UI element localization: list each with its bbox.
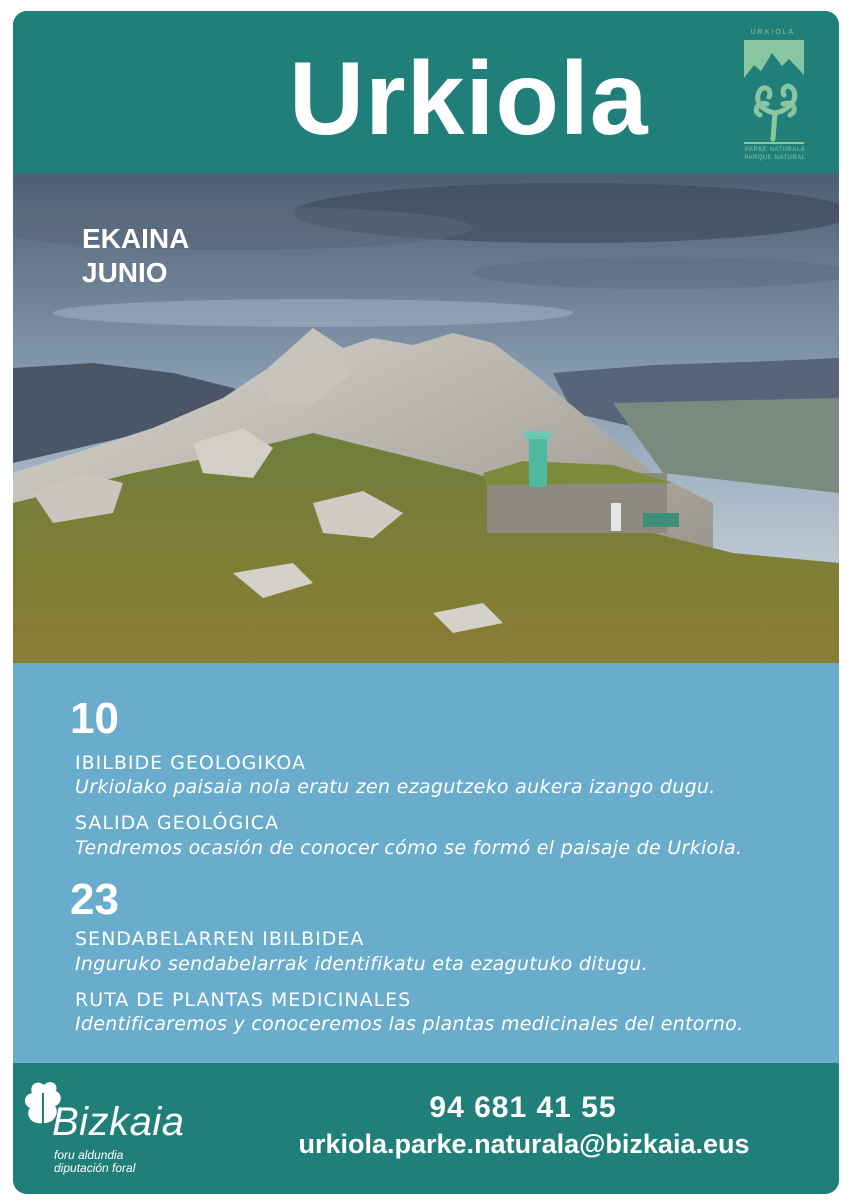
poster (13, 11, 839, 1194)
month-spanish: JUNIO (82, 257, 168, 288)
park-logo-top-text: URKIOLA (750, 29, 796, 36)
event-description-basque: Inguruko sendabelarrak identifikatu eta ezagutuko ditugu. (75, 953, 648, 975)
events-panel (13, 663, 839, 1063)
park-logo (742, 29, 812, 165)
park-logo-line2: PARQUE NATURAL (744, 155, 806, 161)
phone-number[interactable]: 94 681 41 55 (429, 1091, 617, 1124)
event-title-spanish: RUTA DE PLANTAS MEDICINALES (75, 989, 412, 1011)
month-basque: EKAINA (82, 223, 190, 254)
event-description-basque: Urkiolako paisaia nola eratu zen ezagutzeko aukera izango dugu. (75, 776, 716, 798)
park-logo-line1: PARKE NATURALA (744, 147, 806, 153)
bizkaia-sub-basque: foru aldundia (54, 1148, 124, 1162)
tree-icon (742, 29, 812, 165)
event-description-spanish: Tendremos ocasión de conocer cómo se formó el paisaje de Urkiola. (75, 837, 743, 859)
event-day: 10 (70, 694, 119, 743)
event-title-spanish: SALIDA GEOLÓGICA (75, 812, 280, 834)
bizkaia-sub-spanish: diputación foral (54, 1161, 136, 1175)
event-description-spanish: Identificaremos y conoceremos las plantas medicinales del entorno. (75, 1013, 744, 1035)
bizkaia-brand: Bizkaia (52, 1100, 185, 1144)
email-address[interactable]: urkiola.parke.naturala@bizkaia.eus (298, 1129, 750, 1159)
page-title: Urkiola (289, 41, 649, 157)
event-title-basque: IBILBIDE GEOLOGIKOA (75, 752, 307, 774)
event-day: 23 (70, 875, 119, 924)
header-band (13, 11, 839, 173)
event-title-basque: SENDABELARREN IBILBIDEA (75, 928, 365, 950)
hero-photo (13, 173, 839, 663)
footer-band (13, 1063, 839, 1194)
